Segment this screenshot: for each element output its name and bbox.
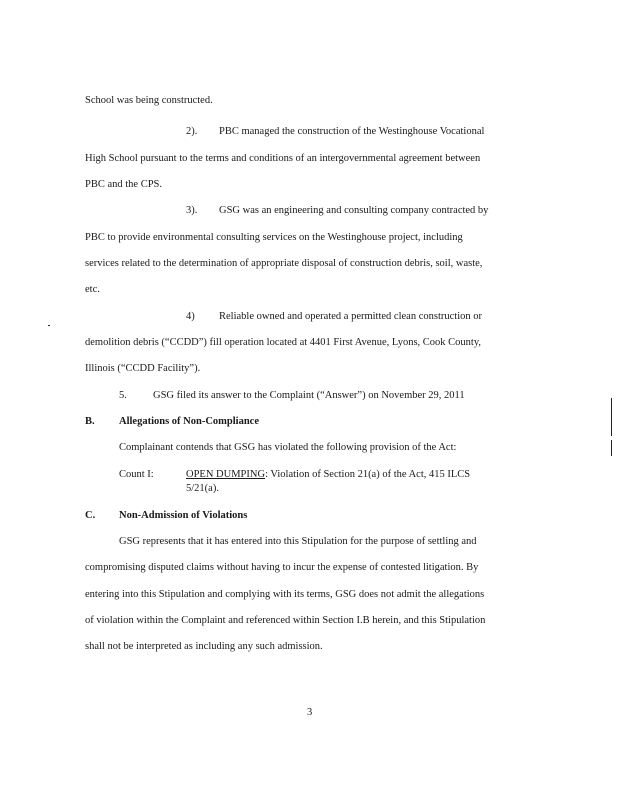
paragraph-line: School was being constructed. [85, 95, 213, 106]
paragraph-line: PBC and the CPS. [85, 179, 163, 190]
paragraph-line: shall not be interpreted as including any such admission. [85, 641, 323, 652]
item-number: 5. [119, 390, 127, 401]
paragraph-line: Illinois (“CCDD Facility”). [85, 363, 201, 374]
paragraph-line: Reliable owned and operated a permitted clean construction or [219, 311, 482, 322]
count-label: Count I: [119, 469, 154, 480]
paragraph-line: services related to the determination of appropriate disposal of construction debris, soil, waste, [85, 258, 483, 269]
paragraph-line: demolition debris (“CCDD”) fill operation located at 4401 First Avenue, Lyons, Cook County, [85, 337, 482, 348]
count-text-continued: 5/21(a). [186, 483, 219, 494]
paragraph-line: of violation within the Complaint and referenced within Section I.B herein, and this Stipulation [85, 615, 486, 626]
section-letter: C. [85, 510, 96, 521]
item-number: 2). [186, 126, 198, 137]
count-description [186, 468, 470, 481]
paragraph-line: PBC to provide environmental consulting services on the Westinghouse project, including [85, 232, 463, 243]
section-letter: B. [85, 416, 95, 427]
paragraph-line: GSG filed its answer to the Complaint (“Answer”) on November 29, 2011 [153, 390, 465, 401]
paragraph-line: etc. [85, 284, 100, 295]
paragraph-line: Complainant contends that GSG has violated the following provision of the Act: [119, 442, 457, 453]
paragraph-line: High School pursuant to the terms and conditions of an intergovernmental agreement between [85, 153, 481, 164]
item-number: 4) [186, 311, 195, 322]
paragraph-line: entering into this Stipulation and complying with its terms, GSG does not admit the allegations [85, 589, 485, 600]
scan-mark [611, 440, 612, 456]
page-number: 3 [307, 707, 313, 718]
paragraph-line: GSG represents that it has entered into this Stipulation for the purpose of settling and [119, 536, 477, 547]
item-number: 3). [186, 205, 198, 216]
scan-mark [611, 398, 612, 436]
section-heading: Allegations of Non-Compliance [119, 416, 259, 427]
scan-mark [48, 325, 50, 326]
paragraph-line: PBC managed the construction of the Westinghouse Vocational [219, 126, 485, 137]
section-heading: Non-Admission of Violations [119, 510, 248, 521]
paragraph-line: GSG was an engineering and consulting company contracted by [219, 205, 489, 216]
count-text: : Violation of Section 21(a) of the Act, 415 ILCS [265, 469, 471, 480]
paragraph-line: compromising disputed claims without having to incur the expense of contested litigation. By [85, 562, 479, 573]
count-title: OPEN DUMPING [186, 469, 266, 480]
